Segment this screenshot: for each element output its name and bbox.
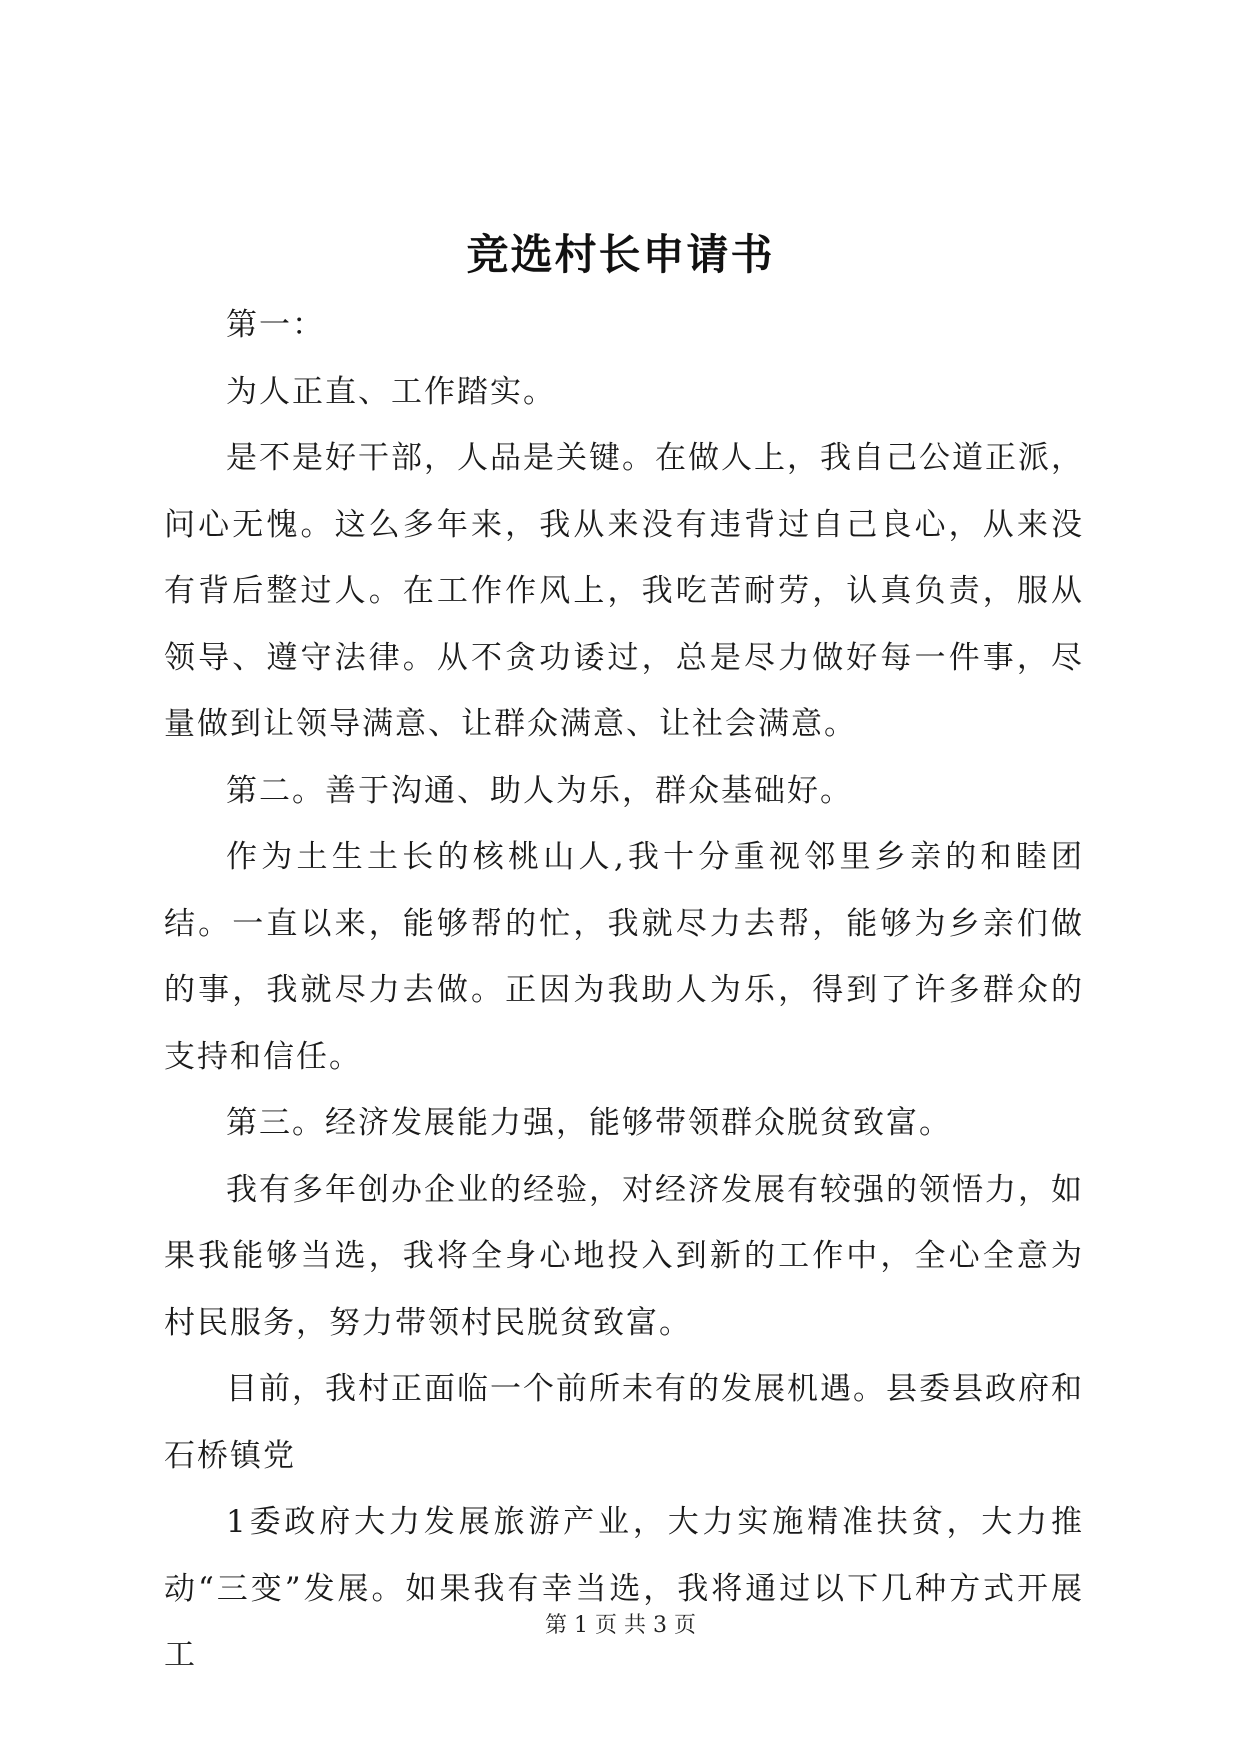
paragraph: 为人正直、工作踏实。	[226, 373, 556, 410]
paragraph: 我有多年创办企业的经验，对经济发展有较强的领悟力，如果我能够当选，我将全身心地投入到新的工作中，全心全意为村民服务，努力带领村民脱贫致富。	[164, 1171, 1084, 1341]
paragraph: 1委政府大力发展旅游产业，大力实施精准扶贫，大力推动“三变”发展。如果我有幸当选，我将通过以下几种方式开展工	[164, 1504, 1084, 1673]
page-number: 第 1 页 共 3 页	[545, 1613, 696, 1638]
paragraph: 第二。善于沟通、助人为乐，群众基础好。	[226, 772, 853, 809]
paragraph: 是不是好干部，人品是关键。在做人上，我自己公道正派，问心无愧。这么多年来，我从来没有违背过自己良心，从来没有背后整过人。在工作作风上，我吃苦耐劳，认真负责，服从领导、遵守法律。从不贪功诿过，总是尽力做好每一件事，尽量做到让领导满意、让群众满意、让社会满意。	[164, 440, 1084, 742]
document-title: 竞选村长申请书	[466, 230, 775, 279]
document-body	[164, 292, 1084, 1689]
paragraph: 第三。经济发展能力强，能够带领群众脱贫致富。	[226, 1105, 952, 1141]
paragraph: 作为土生土长的核桃山人,我十分重视邻里乡亲的和睦团结。一直以来，能够帮的忙，我就尽力去帮，能够为乡亲们做的事，我就尽力去做。正因为我助人为乐，得到了许多群众的支持和信任。	[164, 839, 1084, 1075]
paragraph: 第一：	[226, 307, 325, 343]
paragraph: 目前，我村正面临一个前所未有的发展机遇。县委县政府和石桥镇党	[164, 1371, 1084, 1474]
page-footer	[0, 1608, 1241, 1639]
